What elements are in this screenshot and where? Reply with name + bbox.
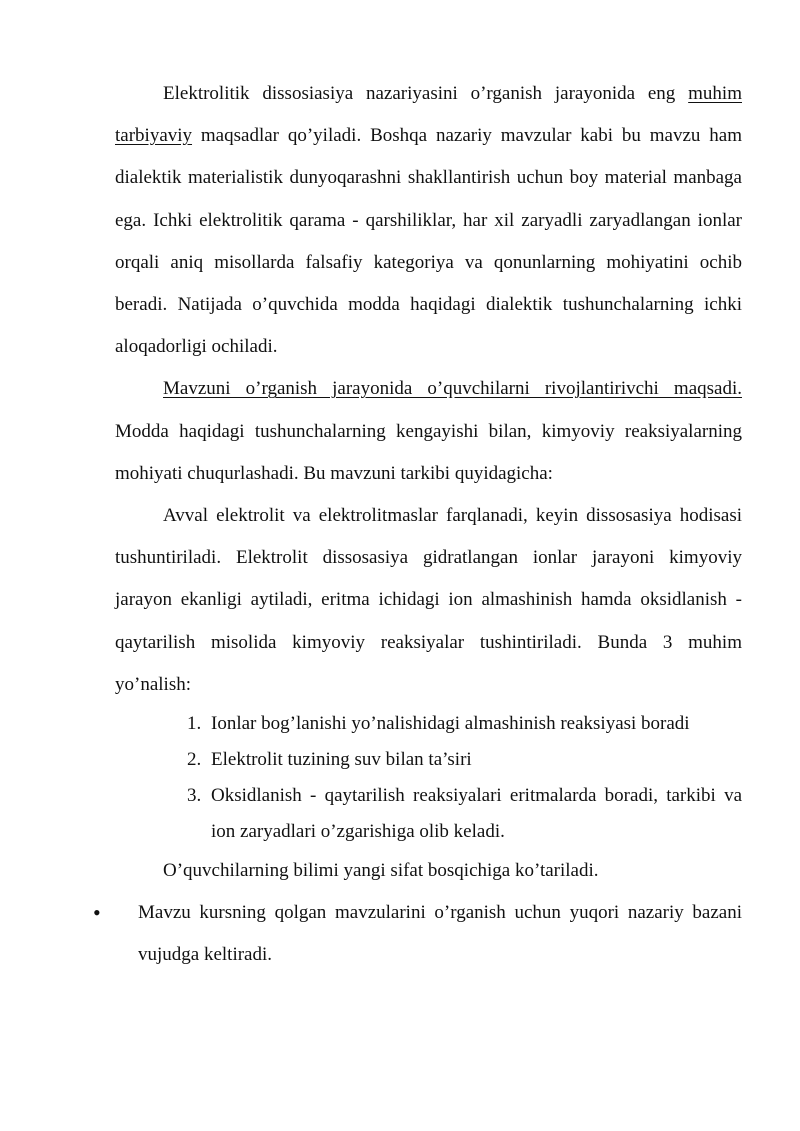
list-item xyxy=(187,706,742,742)
underlined-heading: Mavzuni o’rganish jarayonida o’quvchilarni rivojlantirivchi maqsadi. xyxy=(163,378,742,400)
list-item-text: Ionlar bog’lanishi yo’nalishidagi almashinish reaksiyasi boradi xyxy=(211,713,690,735)
bullet-item xyxy=(93,892,742,976)
paragraph-educational-goals xyxy=(115,73,742,368)
list-item-text: Oksidlanish - qaytarilish reaksiyalari eritmalarda boradi, tarkibi va ion zaryadlari o’zgarishiga olib keladi. xyxy=(211,785,742,843)
list-item-text: Elektrolit tuzining suv bilan ta’siri xyxy=(211,749,472,771)
paragraph-topic-structure: Avval elektrolit va elektrolitmaslar farqlanadi, keyin dissosasiya hodisasi tushuntiriladi. Elektrolit dissosasiya gidratlangan ionlar jarayoni kimyoviy jarayon ekanligi aytiladi, eritma ichidagi ion almashinish hamda oksidlanish - qaytarilish misolida kimyoviy reaksiyalar tushintiriladi. Bunda 3 muhim yo’nalish: xyxy=(115,505,742,695)
bullet-icon: • xyxy=(93,900,101,926)
paragraph-developmental-goal xyxy=(115,368,742,495)
paragraph-lead: Elektrolitik dissosiasiya nazariyasini o’rganish jarayonida eng xyxy=(163,83,676,104)
underlined-phrase: muhim tarbiyaviy xyxy=(115,83,742,147)
paragraph-body: Modda haqidagi tushunchalarning kengayishi bilan, kimyoviy reaksiyalarning mohiyati chuqurlashadi. Bu mavzuni tarkibi quyidagicha: xyxy=(115,420,742,484)
bullet-list xyxy=(93,892,742,976)
paragraph-knowledge-level: O’quvchilarning bilimi yangi sifat bosqichiga ko’tariladi. xyxy=(163,860,599,882)
list-number: 3. xyxy=(187,785,202,807)
list-item xyxy=(187,742,742,778)
list-number: 1. xyxy=(187,713,202,735)
bullet-item-text: Mavzu kursning qolgan mavzularini o’rganish uchun yuqori nazariy bazani vujudga keltiradi. xyxy=(138,902,742,966)
numbered-list xyxy=(115,706,742,850)
list-item xyxy=(187,778,742,850)
paragraph-body: maqsadlar qo’yiladi. Boshqa nazariy mavzular kabi bu mavzu ham dialektik materialistik dunyoqarashni shakllantirish uchun boy material manbaga ega. Ichki elektrolitik qarama - qarshiliklar, har xil zaryadli zaryadlangan ionlar orqali aniq misollarda falsafiy kategoriya va qonunlarning mohiyatini ochib beradi. Natijada o’quvchida modda haqidagi dialektik tushunchalarning ichki aloqadorligi ochiladi. xyxy=(115,125,742,358)
list-number: 2. xyxy=(187,749,202,771)
